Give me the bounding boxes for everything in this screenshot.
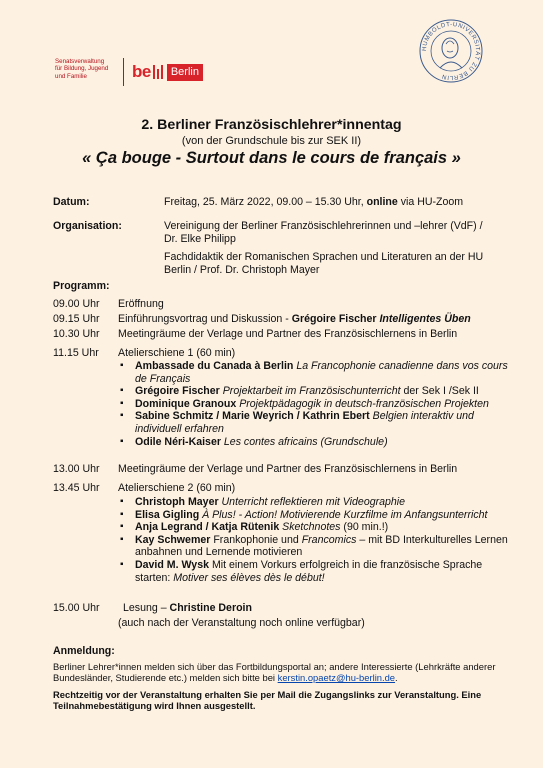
be-bars-icon xyxy=(152,65,166,79)
senat-line: und Familie xyxy=(55,72,87,80)
event-title: 2. Berliner Französischlehrer*innentag xyxy=(141,117,402,133)
list-item xyxy=(118,509,508,522)
program-time: 09.15 Uhr xyxy=(53,313,100,325)
session-title: Unterricht reflektieren mit Videographie xyxy=(221,496,406,508)
organisation-vdf xyxy=(164,220,504,246)
logo-divider xyxy=(123,58,124,86)
session-rest: – mit BD Interkulturelles Lernen anbahnen und Lernende motivieren xyxy=(135,533,508,559)
organisation-line: Berlin / Prof. Dr. Christoph Mayer xyxy=(164,264,320,277)
program-text: Einführungsvortrag und Diskussion - xyxy=(118,313,292,325)
senat-line: für Bildung, Jugend xyxy=(55,65,109,73)
program-item-atelier-2: Atelierschiene 2 (60 min) xyxy=(118,482,236,494)
session-speaker: Dominique Granoux xyxy=(135,397,240,410)
session-speaker: Odile Néri-Kaiser xyxy=(135,435,224,448)
program-item-meeting-2: Meetingräume der Verlage und Partner des Französischlernens in Berlin xyxy=(118,463,458,475)
session-title: La Francophonie canadienne dans vos cours de Français xyxy=(135,360,508,385)
datum-text: Freitag, 25. März 2022, 09.00 – 15.30 Uhr, xyxy=(164,196,367,208)
anmeldung-paragraph xyxy=(53,661,503,684)
program-title: Intelligentes Üben xyxy=(379,313,471,325)
program-time: 13.00 Uhr xyxy=(53,463,100,475)
organisation-label: Organisation: xyxy=(53,220,122,232)
session-title: À Plus! - Action! Motivierende Kurzfilme im Anfangsunterricht xyxy=(202,508,488,521)
datum-zoom: via HU-Zoom xyxy=(397,196,464,208)
senat-line: Senatsverwaltung xyxy=(55,58,105,65)
event-subtitle: (von der Grundschule bis zur SEK II) xyxy=(181,135,362,147)
lesung-note: (auch nach der Veranstaltung noch online verfügbar) xyxy=(118,617,365,629)
zugang-notice: Rechtzeitig vor der Veranstaltung erhalten Sie per Mail die Zugangslinks zur Veranstaltung. Eine Teilnahmebestätigung wird Ihnen ausgestellt. xyxy=(53,689,482,712)
program-text: Lesung – xyxy=(123,602,170,614)
atelier-2-list xyxy=(118,496,508,584)
program-item-lesung xyxy=(123,602,513,615)
organisation-hu xyxy=(164,251,504,277)
anmeldung-text: Berliner Lehrer*innen melden sich über das Fortbildungsportal an; andere Interessierte (Lehrkräfte anderer Bundesländer, Studierende etc.) melden sich bitte bei xyxy=(53,661,496,684)
be-berlin-logo xyxy=(132,63,203,81)
list-item xyxy=(118,410,508,435)
program-item-vortrag xyxy=(118,313,508,326)
organisation-line: Dr. Elke Philipp xyxy=(164,233,236,246)
session-title: Les contes africains (Grundschule) xyxy=(223,435,388,448)
program-time: 11.15 Uhr xyxy=(53,347,99,359)
session-mid: (90 min.!) xyxy=(340,521,389,534)
session-title: Belgien interaktiv und individuell erfahren xyxy=(135,410,474,435)
list-item xyxy=(118,360,508,385)
list-item xyxy=(118,534,508,559)
email-link[interactable]: kerstin.opaetz@hu-berlin.de xyxy=(277,672,396,684)
humboldt-university-seal-icon xyxy=(418,18,484,84)
session-title-2: Motiver ses élèves dès le début! xyxy=(173,571,325,584)
list-item xyxy=(118,559,508,584)
session-speaker: Elisa Gigling xyxy=(135,508,203,521)
session-mid: Frankophonie und xyxy=(213,533,302,546)
berlin-logo-box: Berlin xyxy=(167,64,203,81)
program-time: 13.45 Uhr xyxy=(53,482,100,494)
seal-ring-text: HUMBOLDT-UNIVERSITÄT ZU BERLIN xyxy=(421,21,481,81)
session-speaker: Sabine Schmitz / Marie Weyrich / Kathrin Ebert xyxy=(135,410,373,423)
session-rest: der Sek I /Sek II xyxy=(400,385,479,398)
program-item-atelier-1: Atelierschiene 1 (60 min) xyxy=(118,347,236,359)
session-speaker: Anja Legrand / Katja Rütenik xyxy=(135,521,283,534)
list-item xyxy=(118,385,508,398)
list-item xyxy=(118,398,508,411)
session-speaker: Kay Schwemer xyxy=(135,533,214,546)
session-speaker: Grégoire Fischer xyxy=(135,385,223,398)
program-time: 15.00 Uhr xyxy=(53,602,100,614)
session-speaker: Christoph Mayer xyxy=(135,496,222,508)
atelier-1-list xyxy=(118,360,508,448)
anmeldung-text-end: . xyxy=(395,672,398,684)
anmeldung-label: Anmeldung: xyxy=(53,645,115,657)
senatsverwaltung-logo xyxy=(55,58,117,80)
session-speaker: David M. Wysk xyxy=(135,558,212,571)
list-item xyxy=(118,521,508,534)
session-title-2: Francomics xyxy=(301,533,357,546)
list-item xyxy=(118,436,508,449)
session-title: Sketchnotes xyxy=(282,521,341,534)
program-speaker: Christine Deroin xyxy=(169,602,252,614)
datum-label: Datum: xyxy=(53,196,90,208)
datum-online: online xyxy=(366,196,398,208)
program-time: 10.30 Uhr xyxy=(53,328,100,340)
session-speaker: Ambassade du Canada à Berlin xyxy=(135,360,297,372)
event-motto: « Ça bouge - Surtout dans le cours de français » xyxy=(82,149,461,167)
session-title: Projektpädagogik in deutsch-französischen Projekten xyxy=(239,397,489,410)
organisation-line: Fachdidaktik der Romanischen Sprachen und Literaturen an der HU xyxy=(164,251,484,263)
session-title: Projektarbeit im Französischunterricht xyxy=(222,385,401,398)
programm-label: Programm: xyxy=(53,280,110,292)
list-item xyxy=(118,496,508,509)
program-item-eroeffnung: Eröffnung xyxy=(118,298,164,310)
program-speaker: Grégoire Fischer xyxy=(291,313,380,325)
program-item-meeting: Meetingräume der Verlage und Partner des Französischlernens in Berlin xyxy=(118,328,458,340)
program-time: 09.00 Uhr xyxy=(53,298,100,310)
organisation-line: Vereinigung der Berliner Französischlehrerinnen und –lehrer (VdF) / xyxy=(164,220,483,232)
be-logo-text: be xyxy=(132,62,151,81)
session-mid: Mit einem Vorkurs erfolgreich in die französische Sprache starten: xyxy=(135,558,483,584)
datum-value xyxy=(164,196,504,209)
